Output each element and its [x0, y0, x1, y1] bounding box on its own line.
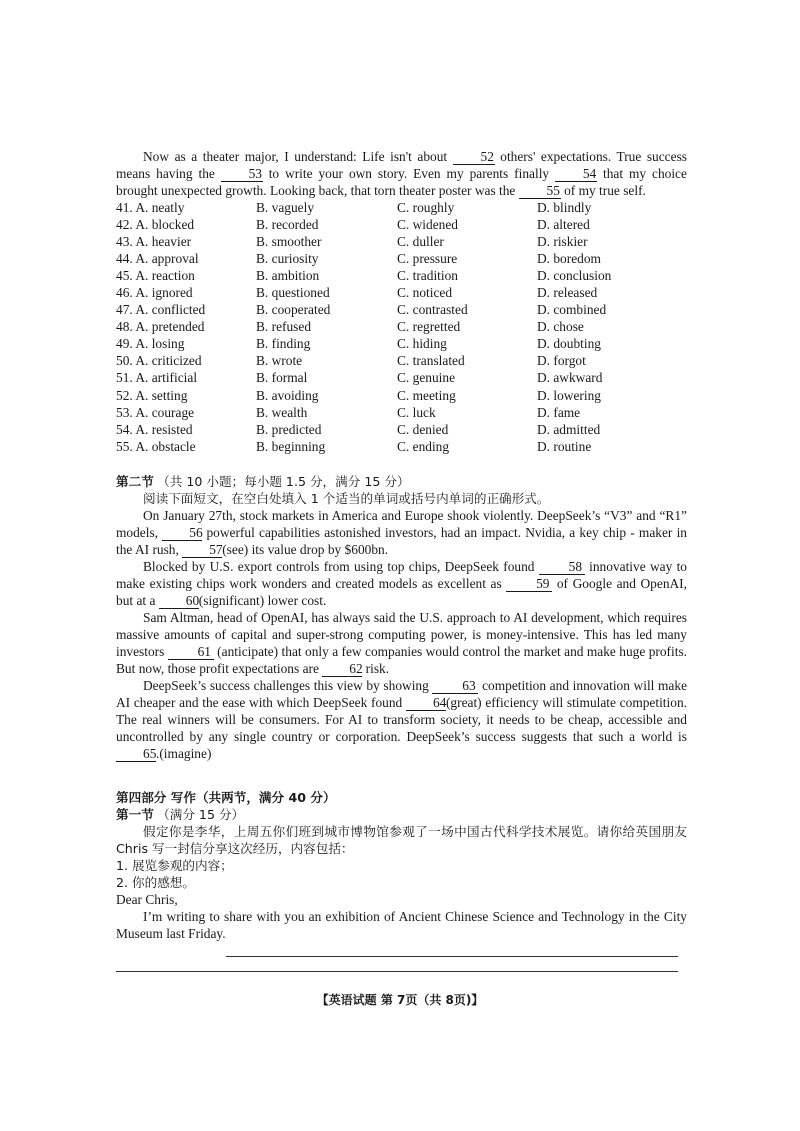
blank-55: 55 — [519, 184, 561, 199]
writing-section-1-meta: （满分 15 分） — [157, 807, 245, 822]
option-b: B. curiosity — [256, 251, 319, 267]
option-a: 41. A. neatly — [116, 200, 185, 215]
text: Now as a theater major, I understand: Life isn't about — [143, 149, 448, 164]
option-c: C. roughly — [397, 200, 455, 215]
writing-point-1: 1. 展览参观的内容； — [116, 858, 233, 873]
option-row-49 — [116, 335, 687, 352]
option-d: D. boredom — [537, 251, 601, 267]
cloze-ending-paragraph — [116, 148, 687, 199]
option-d: D. blindly — [537, 200, 592, 215]
option-c: C. widened — [397, 217, 458, 233]
option-a: 51. A. artificial — [116, 370, 198, 386]
answer-line-2[interactable] — [116, 971, 678, 972]
option-row-54 — [116, 421, 687, 438]
blank-58: 58 — [539, 560, 585, 575]
option-a: 50. A. criticized — [116, 353, 202, 369]
option-a: 42. A. blocked — [116, 217, 195, 233]
letter-opening: I’m writing to share with you an exhibition of Ancient Chinese Science and Technology in the City Museum last Friday. — [116, 909, 687, 941]
letter-salutation: Dear Chris, — [116, 892, 178, 907]
option-d: D. doubting — [537, 336, 601, 352]
option-b: B. avoiding — [256, 387, 319, 403]
option-b: B. vaguely — [256, 200, 315, 215]
option-c: C. luck — [397, 404, 436, 420]
option-a: 45. A. reaction — [116, 268, 195, 284]
option-c: C. pressure — [397, 251, 458, 267]
option-a: 49. A. losing — [116, 336, 185, 352]
option-b: B. ambition — [256, 268, 320, 284]
option-a: 46. A. ignored — [116, 285, 193, 301]
blank-57: 57 — [182, 543, 222, 558]
option-b: B. cooperated — [256, 302, 331, 318]
option-d: D. routine — [537, 438, 592, 454]
option-row-46 — [116, 284, 687, 301]
text: that my choice brought unexpected growth. Looking back, that torn theater poster was the — [116, 166, 687, 198]
option-c: C. genuine — [397, 370, 456, 386]
option-b: B. questioned — [256, 285, 330, 301]
option-d: D. combined — [537, 302, 607, 318]
page-footer: 【英语试题 第 7页（共 8页)】 — [316, 993, 484, 1007]
option-row-47 — [116, 301, 687, 318]
blank-64: 64 — [406, 696, 446, 711]
option-c: C. regretted — [397, 319, 461, 335]
option-d: D. released — [537, 285, 598, 301]
blank-63: 63 — [432, 679, 478, 694]
part-4-title: 第四部分 写作（共两节，满分 40 分） — [116, 790, 336, 805]
option-row-48 — [116, 318, 687, 335]
option-row-44 — [116, 250, 687, 267]
option-d: D. lowering — [537, 387, 601, 403]
option-d: D. chose — [537, 319, 584, 335]
text: to write your own story. Even my parents finally — [268, 166, 550, 181]
option-d: D. riskier — [537, 234, 588, 250]
section-2-meta: （共 10 小题；每小题 1.5 分，满分 15 分） — [157, 474, 410, 489]
option-b: B. wealth — [256, 404, 308, 420]
option-b: B. predicted — [256, 421, 322, 437]
blank-62: 62 — [322, 662, 362, 677]
passage-paragraph-1: On January 27th, stock markets in America and Europe shook violently. DeepSeek’s “V3” and “R1” models, 56 powerful capabilities astonished investors, had an impact. Nvidia, a key chip - maker in the AI rush, 57(see) its value drop by $600bn. — [116, 508, 687, 557]
option-a: 53. A. courage — [116, 404, 195, 420]
option-b: B. refused — [256, 319, 312, 335]
blank-61: 61 — [168, 645, 214, 660]
blank-52: 52 — [453, 150, 495, 165]
option-d: D. conclusion — [537, 268, 612, 284]
part-4-writing — [116, 789, 687, 942]
blank-56: 56 — [162, 526, 202, 541]
text: of my true self. — [564, 183, 646, 198]
section-2-title: 第二节 — [116, 474, 154, 489]
option-a: 54. A. resisted — [116, 421, 193, 437]
passage-paragraph-3: Sam Altman, head of OpenAI, has always said the U.S. approach to AI development, which requires massive amounts of capital and super-strong computing power, is money-intensive. This has led many investors 61 (anticipate) that only a few companies would control the market and make huge profits. But now, those profit expectations are 62 risk. — [116, 610, 688, 676]
blank-60: 60 — [159, 594, 199, 609]
option-d: D. awkward — [537, 370, 603, 386]
option-b: B. wrote — [256, 353, 303, 369]
option-d: D. altered — [537, 217, 590, 233]
text: others' expectations. True success means having the — [116, 149, 687, 181]
blank-65: 65 — [116, 747, 156, 762]
option-row-45 — [116, 267, 687, 284]
option-c: C. noticed — [397, 285, 453, 301]
blank-59: 59 — [506, 577, 552, 592]
option-c: C. denied — [397, 421, 449, 437]
writing-prompt: 假定你是李华，上周五你们班到城市博物馆参观了一场中国古代科学技术展览。请你给英国朋友 Chris 写一封信分享这次经历，内容包括： — [116, 824, 687, 856]
answer-line-1[interactable] — [226, 956, 678, 957]
option-b: B. smoother — [256, 234, 322, 250]
option-c: C. hiding — [397, 336, 447, 352]
blank-53: 53 — [221, 167, 263, 182]
option-c: C. ending — [397, 438, 450, 454]
option-d: D. admitted — [537, 421, 601, 437]
writing-point-2: 2. 你的感想。 — [116, 875, 195, 890]
option-b: B. finding — [256, 336, 311, 352]
option-a: 48. A. pretended — [116, 319, 205, 335]
option-a: 44. A. approval — [116, 251, 199, 267]
option-d: D. forgot — [537, 353, 586, 369]
passage-paragraph-2: Blocked by U.S. export controls from using top chips, DeepSeek found 58 innovative way to make existing chips work wonders and created models as excellent as 59 of Google and OpenAI, but at a 60(significant) lower cost. — [116, 559, 687, 608]
option-a: 47. A. conflicted — [116, 302, 206, 318]
blank-54: 54 — [555, 167, 597, 182]
writing-section-1-title: 第一节 — [116, 807, 154, 822]
option-row-55 — [116, 438, 687, 455]
option-a: 43. A. heavier — [116, 234, 192, 250]
option-c: C. contrasted — [397, 302, 468, 318]
option-b: B. recorded — [256, 217, 319, 233]
passage-paragraph-4: DeepSeek’s success challenges this view by showing 63 competition and innovation will make AI cheaper and the ease with which DeepSeek found 64(great) efficiency will stimulate competition. The real winners will be consumers. For AI to transform society, it needs to be cheap, accessible and uncontrolled by any single country or corporation. DeepSeek’s success suggests that such a world is 65.(imagine) — [116, 678, 688, 761]
option-row-50 — [116, 352, 687, 369]
section-2 — [116, 473, 687, 762]
option-a: 55. A. obstacle — [116, 438, 196, 454]
option-b: B. formal — [256, 370, 308, 386]
option-b: B. beginning — [256, 438, 326, 454]
section-2-instruction: 阅读下面短文，在空白处填入 1 个适当的单词或括号内单词的正确形式。 — [143, 491, 550, 506]
option-row-42 — [116, 216, 687, 233]
option-d: D. fame — [537, 404, 581, 420]
option-row-53 — [116, 404, 687, 421]
option-row-41 — [116, 199, 687, 216]
option-c: C. tradition — [397, 268, 458, 284]
option-row-52 — [116, 387, 687, 404]
option-row-43 — [116, 233, 687, 250]
option-c: C. translated — [397, 353, 465, 369]
option-a: 52. A. setting — [116, 387, 188, 403]
option-c: C. duller — [397, 234, 444, 250]
option-c: C. meeting — [397, 387, 456, 403]
options-list — [116, 199, 687, 455]
option-row-51 — [116, 369, 687, 386]
